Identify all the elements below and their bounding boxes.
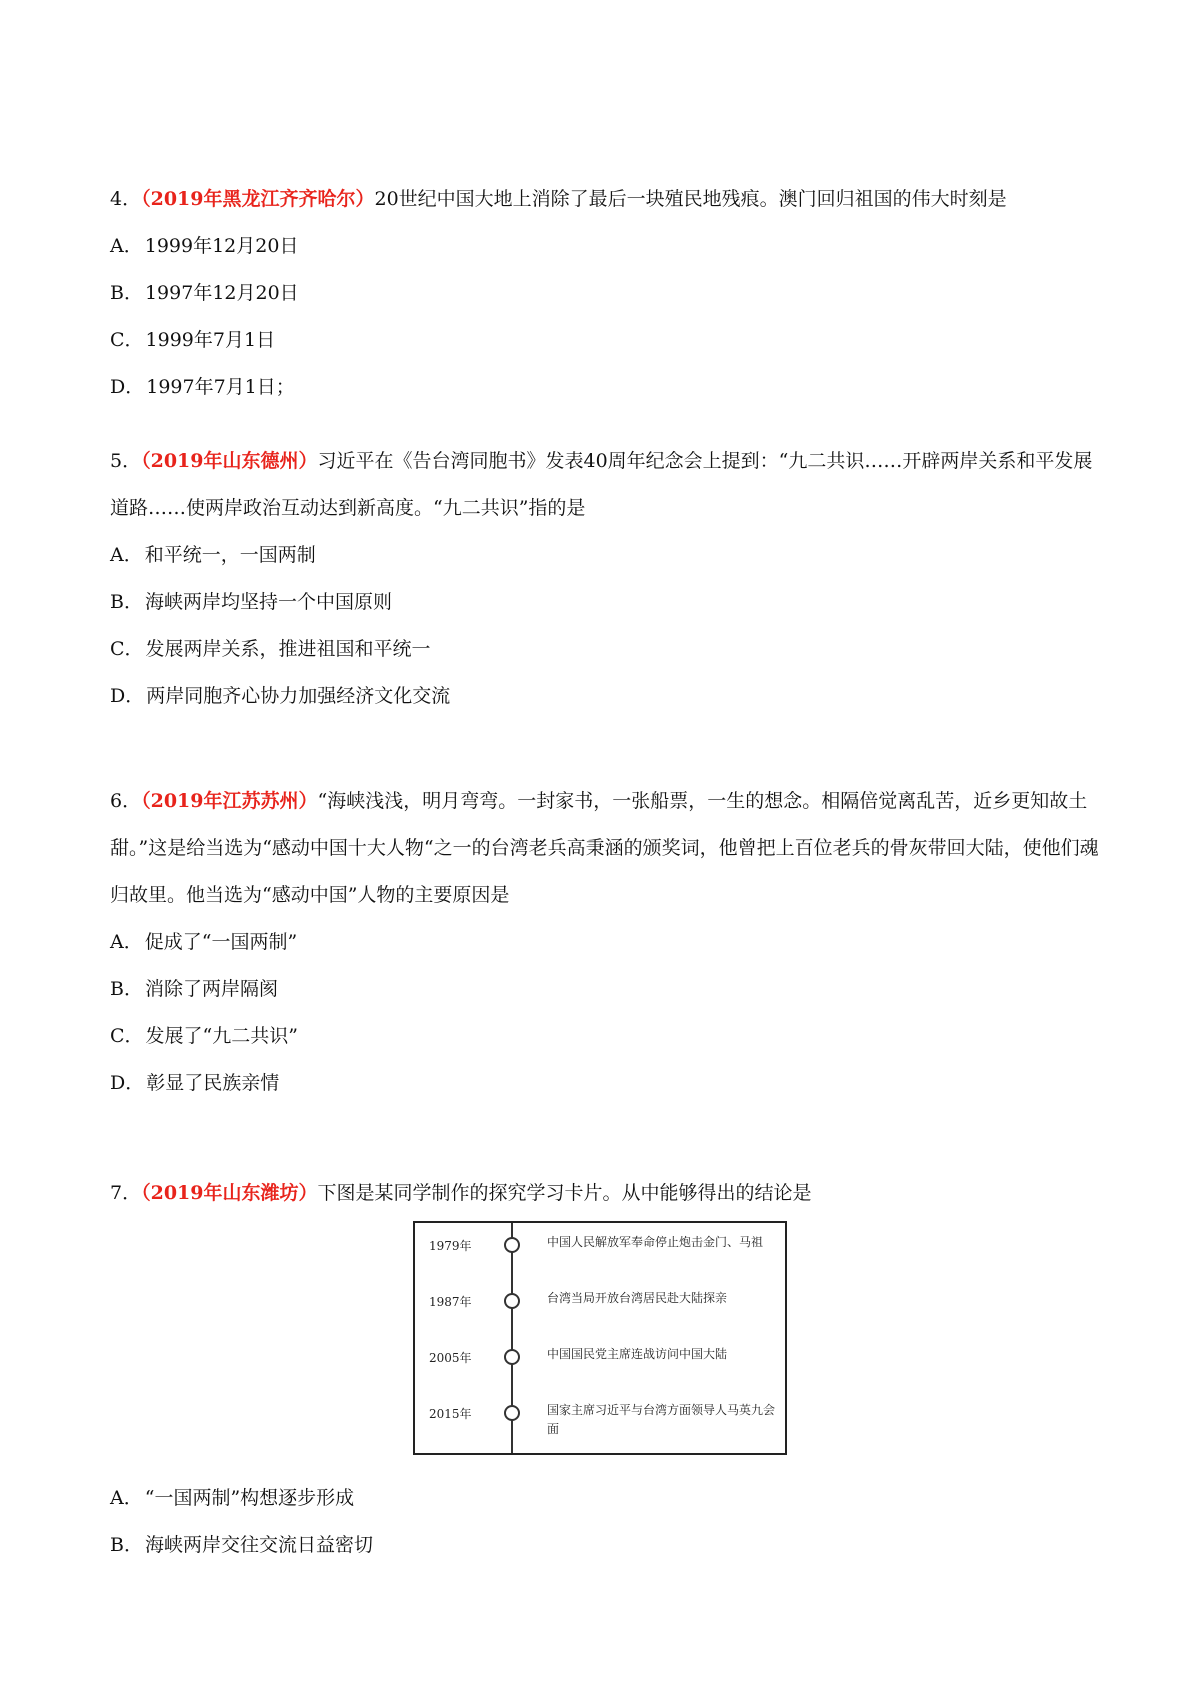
timeline-dot-icon bbox=[504, 1237, 520, 1253]
question-source: （2019年江苏苏州） bbox=[141, 790, 318, 812]
option-text: 海峡两岸均坚持一个中国原则 bbox=[144, 591, 392, 613]
question-text: 20世纪中国大地上消除了最后一块殖民地残痕。澳门回归祖国的伟大时刻是 bbox=[374, 188, 1007, 210]
timeline-year: 2015年 bbox=[429, 1407, 472, 1421]
option-b bbox=[110, 579, 1100, 626]
option-a bbox=[110, 223, 1100, 270]
option-text: 促成了“一国两制” bbox=[144, 931, 298, 953]
option-letter: C． bbox=[110, 638, 144, 660]
timeline-card bbox=[413, 1221, 787, 1455]
option-c bbox=[110, 1013, 1100, 1060]
option-b bbox=[110, 966, 1100, 1013]
option-a bbox=[110, 532, 1100, 579]
option-text: 1997年12月20日 bbox=[144, 282, 299, 304]
option-text: 海峡两岸交往交流日益密切 bbox=[144, 1534, 373, 1556]
option-text: 彰显了民族亲情 bbox=[146, 1072, 280, 1094]
question-stem bbox=[110, 778, 1100, 919]
timeline-entry bbox=[415, 1343, 785, 1393]
option-letter: B． bbox=[110, 282, 143, 304]
question-number: 6． bbox=[110, 790, 142, 812]
option-c bbox=[110, 317, 1100, 364]
question-stem bbox=[110, 1170, 1100, 1217]
option-d bbox=[110, 1060, 1100, 1107]
option-letter: D． bbox=[110, 376, 145, 398]
option-letter: D． bbox=[110, 1072, 145, 1094]
option-text: 发展两岸关系，推进祖国和平统一 bbox=[145, 638, 431, 660]
option-b bbox=[110, 1522, 1100, 1569]
timeline-dot-icon bbox=[504, 1405, 520, 1421]
timeline-event: 中国人民解放军奉命停止炮击金门、马祖 bbox=[547, 1235, 764, 1249]
timeline-entry bbox=[415, 1287, 785, 1337]
timeline-entry bbox=[415, 1399, 785, 1449]
option-letter: A． bbox=[110, 544, 143, 566]
question-stem bbox=[110, 176, 1100, 223]
option-text: 1999年12月20日 bbox=[144, 235, 299, 257]
question-number: 5． bbox=[110, 450, 142, 472]
option-letter: B． bbox=[110, 591, 143, 613]
option-letter: D． bbox=[110, 685, 145, 707]
option-b bbox=[110, 270, 1100, 317]
timeline-event: 台湾当局开放台湾居民赴大陆探亲 bbox=[547, 1291, 728, 1305]
option-text: 发展了“九二共识” bbox=[145, 1025, 298, 1047]
question-stem bbox=[110, 438, 1100, 532]
option-letter: C． bbox=[110, 1025, 144, 1047]
option-letter: B． bbox=[110, 1534, 143, 1556]
question-source: （2019年黑龙江齐齐哈尔） bbox=[141, 188, 375, 210]
option-a bbox=[110, 919, 1100, 966]
option-letter: A． bbox=[110, 1487, 143, 1509]
timeline-dot-icon bbox=[504, 1349, 520, 1365]
option-text: 和平统一，一国两制 bbox=[144, 544, 316, 566]
option-d bbox=[110, 364, 1100, 411]
option-letter: A． bbox=[110, 235, 143, 257]
timeline-year: 1979年 bbox=[429, 1239, 472, 1253]
timeline-year: 1987年 bbox=[429, 1295, 472, 1309]
option-letter: C． bbox=[110, 329, 144, 351]
question-6 bbox=[110, 778, 1100, 1107]
question-text: 下图是某同学制作的探究学习卡片。从中能够得出的结论是 bbox=[317, 1182, 812, 1204]
timeline-dot-icon bbox=[504, 1293, 520, 1309]
option-c bbox=[110, 626, 1100, 673]
option-text: 1997年7月1日； bbox=[146, 376, 295, 398]
question-text: “海峡浅浅，明月弯弯。一封家书，一张船票，一生的想念。相隔倍觉离乱苦，近乡更知故土甜。”这是给当选为“感动中国十大人物“之一的台湾老兵高秉涵的颁奖词，他曾把上百位老兵的骨灰带回大陆，使他们魂归故里。他当选为“感动中国”人物的主要原因是 bbox=[110, 790, 1099, 906]
timeline-event: 中国国民党主席连战访问中国大陆 bbox=[547, 1347, 728, 1361]
timeline-event: 国家主席习近平与台湾方面领导人马英九会面 bbox=[547, 1403, 776, 1436]
option-d bbox=[110, 673, 1100, 720]
timeline-entry bbox=[415, 1231, 785, 1281]
option-text: 消除了两岸隔阂 bbox=[144, 978, 278, 1000]
question-number: 7． bbox=[110, 1182, 142, 1204]
question-4 bbox=[110, 176, 1100, 411]
question-7 bbox=[110, 1170, 1100, 1569]
question-5 bbox=[110, 438, 1100, 720]
option-a bbox=[110, 1475, 1100, 1522]
option-letter: B． bbox=[110, 978, 143, 1000]
question-text: 习近平在《告台湾同胞书》发表40周年纪念会上提到：“九二共识……开辟两岸关系和平发展道路……使两岸政治互动达到新高度。“九二共识”指的是 bbox=[110, 450, 1093, 519]
option-text: “一国两制”构想逐步形成 bbox=[144, 1487, 355, 1509]
study-card-figure bbox=[110, 1221, 1100, 1469]
option-text: 两岸同胞齐心协力加强经济文化交流 bbox=[146, 685, 451, 707]
question-source: （2019年山东潍坊） bbox=[141, 1182, 318, 1204]
timeline-year: 2005年 bbox=[429, 1351, 472, 1365]
question-number: 4． bbox=[110, 188, 142, 210]
option-text: 1999年7月1日 bbox=[145, 329, 276, 351]
question-source: （2019年山东德州） bbox=[141, 450, 318, 472]
option-letter: A． bbox=[110, 931, 143, 953]
